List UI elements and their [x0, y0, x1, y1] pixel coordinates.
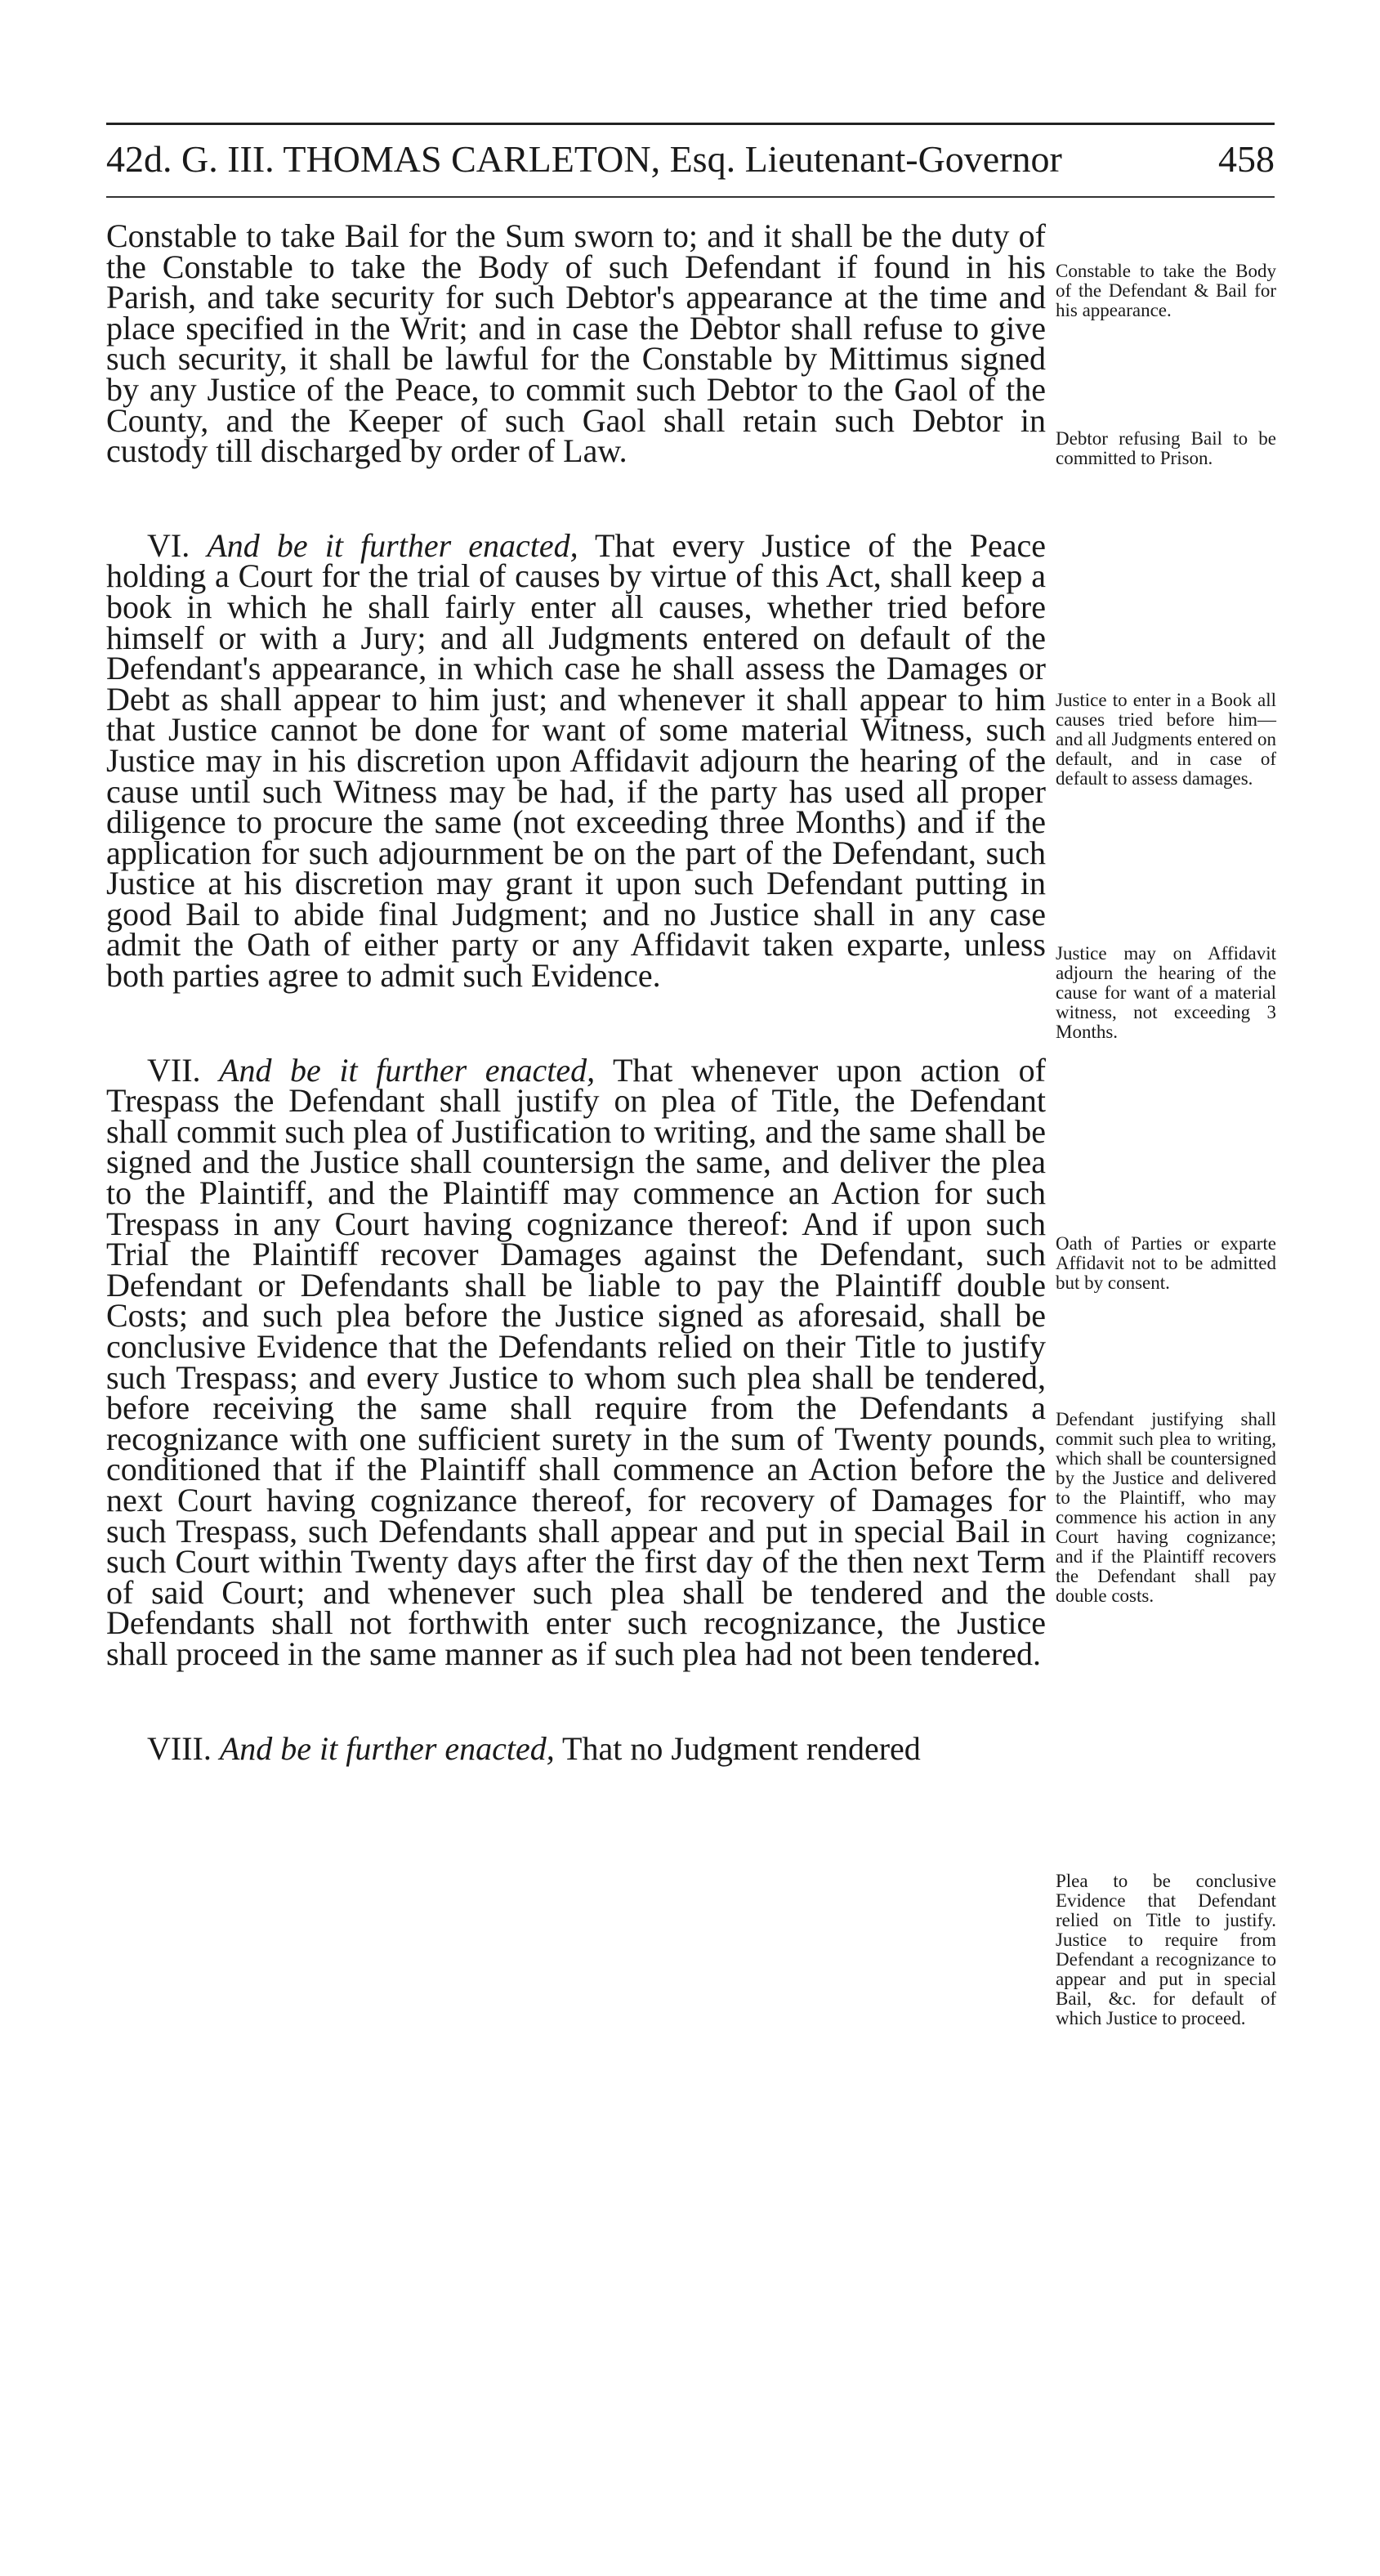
page-number: 458	[1218, 138, 1275, 180]
section-8-number: VIII.	[147, 1729, 212, 1767]
body-text	[106, 217, 1047, 1767]
running-header-title: 42d. G. III. THOMAS CARLETON, Esq. Lieutenant-Governor	[106, 138, 1062, 180]
section-8-text: That no Judgment rendered	[562, 1729, 921, 1767]
section-5-text: Constable to take Bail for the Sum sworn to; and it shall be the duty of the Constable to take the Body of such Defendant if found in his Parish, and take security for such Debtor's appearance at the time and place specified in the Writ; and in case the Debtor shall refuse to give such security, it shall be lawful for the Constable by Mittimus signed by any Justice of the Peace, to commit such Debtor to the Gaol of the County, and the Keeper of such Gaol shall retain such Debtor in custody till discharged by order of Law.	[106, 217, 1046, 470]
section-6-number: VI.	[147, 526, 190, 564]
margin-note: Oath of Parties or exparte Affidavit not to be admitted but by consent.	[1056, 1233, 1276, 1293]
section-7-paragraph	[106, 1051, 1047, 1672]
margin-note: Justice to enter in a Book all causes tried before him—and all Judgments entered on default, and in case of default to assess damages.	[1056, 690, 1276, 789]
section-7-text: That whenever upon action of Trespass the Defendant shall justify on plea of Title, the Defendant shall commit such plea of Justification to writing, and the same shall be signed and the Justice shall countersign the same, and deliver the plea to the Plaintiff, and the Plaintiff may commence an Action for such Trespass in any Court having cognizance thereof: And if upon such Trial the Plaintiff recover Damages against the Defendant, such Defendant or Defendants shall be liable to pay the Plaintiff double Costs; and such plea before the Justice signed as aforesaid, shall be conclusive Evidence that the Defendants relied on their Title to justify such Trespass; and every Justice to whom such plea shall be tendered, before receiving the same shall require from the Defendants a recognizance with one sufficient surety in the sum of Twenty pounds, conditioned that if the Plaintiff shall commence an Action before the next Court having cognizance thereof, for recovery of Damages for such Trespass, such Defendants shall appear and put in special Bail in such Court within Twenty days after the first day of the then next Term of said Court; and whenever such plea shall be tendered and the Defendants shall not forthwith enter such recognizance, the Justice shall proceed in the same manner as if such plea had not been tendered.	[106, 1051, 1047, 1672]
margin-note: Justice may on Affidavit adjourn the hearing of the cause for want of a material witness, not exceeding 3 Months.	[1056, 943, 1276, 1042]
section-8-paragraph	[106, 1729, 1046, 1767]
section-6	[106, 526, 1047, 995]
margin-note: Constable to take the Body of the Defendant & Bail for his appearance.	[1056, 261, 1276, 320]
section-6-text: That every Justice of the Peace holding a Court for the trial of causes by virtue of this Act, shall keep a book in which he shall fairly enter all causes, whether tried before himself or with a Jury; and all Judgments entered on default of the Defendant's appearance, in which case he shall assess the Damages or Debt as shall appear to him just; and whenever it shall appear to him that Justice cannot be done for want of some material Witness, such Justice may in his discretion upon Affidavit adjourn the hearing of the cause until such Witness may be had, if the party has used all proper diligence to procure the same (not exceeding three Months) and if the application for such adjournment be on the part of the Defendant, such Justice at his discretion may grant it upon such Defendant putting in good Bail to abide final Judgment; and no Justice shall in any case admit the Oath of either party or any Affidavit taken exparte, unless both parties agree to admit such Evidence.	[106, 526, 1047, 995]
section-6-paragraph	[106, 526, 1047, 995]
header-rule-bottom	[106, 196, 1275, 198]
running-header	[106, 131, 1275, 196]
header-rule-top	[106, 123, 1275, 125]
section-6-enacting-clause: And be it further enacted,	[207, 526, 578, 564]
margin-note: Defendant justifying shall commit such plea to writing, which shall be countersigned by the Justice and delivered to the Plaintiff, who may commence his action in any Court having cognizance; and if the Plaintiff recovers the Defendant shall pay double costs.	[1056, 1409, 1276, 1606]
section-8-enacting-clause: And be it further enacted,	[219, 1729, 555, 1767]
margin-note: Plea to be conclusive Evidence that Defendant relied on Title to justify. Justice to require from Defendant a recognizance to appear and put in special Bail, &c. for default of which Justice to proceed.	[1056, 1871, 1276, 2028]
section-7-number: VII.	[147, 1051, 201, 1089]
section-8	[106, 1729, 1046, 1767]
section-7	[106, 1051, 1047, 1672]
section-5-continued	[106, 217, 1046, 470]
section-7-enacting-clause: And be it further enacted,	[219, 1051, 596, 1089]
margin-note: Debtor refusing Bail to be committed to Prison.	[1056, 428, 1276, 468]
